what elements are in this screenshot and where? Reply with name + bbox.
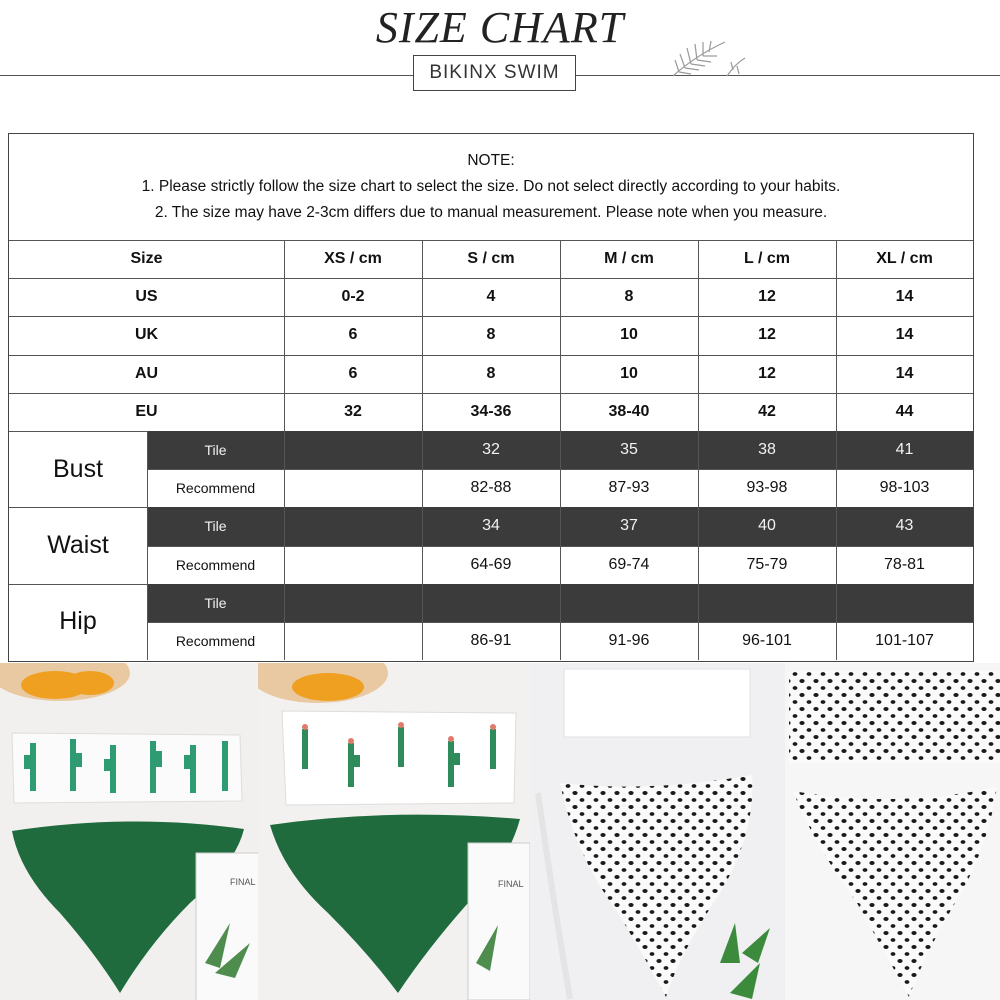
table-cell: 41 xyxy=(836,431,973,469)
column-header: L / cm xyxy=(744,250,790,268)
row-label: UK xyxy=(134,326,159,344)
table-cell xyxy=(698,584,836,622)
product-photos xyxy=(0,663,1000,1000)
table-cell: 8 xyxy=(486,364,496,382)
table-cell: 34-36 xyxy=(470,402,512,420)
table-cell: 91-96 xyxy=(608,632,650,650)
table-cell: 12 xyxy=(758,288,776,306)
table-cell: 43 xyxy=(836,507,973,545)
table-rule xyxy=(147,431,148,507)
table-rule xyxy=(422,507,423,583)
table-cell xyxy=(560,584,698,622)
recommend-label: Recommend xyxy=(175,556,256,573)
table-cell xyxy=(284,431,422,469)
measurement-label: Hip xyxy=(59,607,97,636)
table-rule xyxy=(560,431,561,507)
column-header: XS / cm xyxy=(324,250,382,268)
recommend-label: Recommend xyxy=(175,633,256,650)
table-rule xyxy=(560,507,561,583)
table-cell: 12 xyxy=(758,326,776,344)
table-cell: 42 xyxy=(758,402,776,420)
table-cell: 101-107 xyxy=(875,632,934,650)
table-cell: 87-93 xyxy=(608,479,650,497)
table-cell: 8 xyxy=(486,326,496,344)
photo-caption: FINAL xyxy=(498,879,524,889)
table-cell: 98-103 xyxy=(879,479,930,497)
row-label: EU xyxy=(135,402,158,420)
table-rule xyxy=(422,584,423,660)
table-cell: 10 xyxy=(620,326,638,344)
column-header: M / cm xyxy=(604,250,654,268)
table-cell: 4 xyxy=(486,288,496,306)
table-cell xyxy=(284,507,422,545)
table-rule xyxy=(560,240,561,431)
table-cell: 14 xyxy=(895,326,914,344)
table-cell: 34 xyxy=(422,507,560,545)
table-rule xyxy=(698,507,699,583)
header xyxy=(0,0,1000,110)
table-cell: 32 xyxy=(422,431,560,469)
column-header: XL / cm xyxy=(876,250,933,268)
tile-label: Tile xyxy=(147,584,284,622)
table-cell xyxy=(284,546,422,584)
table-cell: 35 xyxy=(560,431,698,469)
table-rule xyxy=(698,584,699,660)
table-rule xyxy=(147,584,148,660)
note-heading: NOTE: xyxy=(467,152,515,169)
table-cell xyxy=(284,469,422,507)
photo-caption: FINAL xyxy=(230,877,256,887)
table-cell: 37 xyxy=(560,507,698,545)
product-photo xyxy=(258,663,530,1000)
tile-label: Tile xyxy=(147,507,284,545)
table-cell: 0-2 xyxy=(341,288,365,306)
table-cell: 78-81 xyxy=(884,555,925,573)
table-cell xyxy=(284,622,422,660)
table-rule xyxy=(698,240,699,431)
table-cell: 14 xyxy=(895,364,914,382)
table-cell: 38-40 xyxy=(608,402,650,420)
tile-label: Tile xyxy=(147,431,284,469)
table-cell: 38 xyxy=(698,431,836,469)
table-cell: 40 xyxy=(698,507,836,545)
table-rule xyxy=(284,507,285,583)
table-cell: 14 xyxy=(895,288,914,306)
table-cell: 75-79 xyxy=(746,555,788,573)
table-rule xyxy=(284,431,285,507)
note-line-2: 2. The size may have 2-3cm differs due to manual measurement. Please note when you measure. xyxy=(154,204,828,221)
table-rule xyxy=(698,431,699,507)
table-rule xyxy=(284,240,285,431)
table-cell: 10 xyxy=(620,364,638,382)
measurement-label: Bust xyxy=(52,454,104,483)
table-cell: 44 xyxy=(895,402,914,420)
note-box xyxy=(9,134,973,240)
table-cell: 86-91 xyxy=(470,632,512,650)
table-rule xyxy=(147,507,148,583)
table-rule xyxy=(836,240,837,431)
table-rule xyxy=(836,584,837,660)
table-rule xyxy=(422,431,423,507)
column-header: S / cm xyxy=(467,250,515,268)
row-label: AU xyxy=(134,364,159,382)
table-rule xyxy=(836,507,837,583)
table-rule xyxy=(836,431,837,507)
table-cell: 32 xyxy=(344,402,362,420)
table-cell xyxy=(836,584,973,622)
header-rule-left xyxy=(0,75,413,76)
table-cell: 93-98 xyxy=(746,479,788,497)
table-rule xyxy=(560,584,561,660)
size-chart-table xyxy=(8,133,974,662)
table-rule xyxy=(422,240,423,431)
product-photo xyxy=(0,663,258,1000)
palm-leaf-icon xyxy=(665,38,755,78)
table-cell xyxy=(284,584,422,622)
header-rule-right xyxy=(576,75,1000,76)
table-rule xyxy=(284,584,285,660)
table-cell: 96-101 xyxy=(742,632,792,650)
product-photo xyxy=(785,663,1000,1000)
row-label: US xyxy=(135,288,158,306)
table-cell: 6 xyxy=(348,326,358,344)
table-cell: 6 xyxy=(348,364,358,382)
table-cell: 64-69 xyxy=(470,555,512,573)
brand-name: BIKINX SWIM xyxy=(413,55,576,91)
table-cell xyxy=(422,584,560,622)
recommend-label: Recommend xyxy=(175,480,256,497)
page-title: SIZE CHART xyxy=(375,3,625,52)
table-cell: 8 xyxy=(624,288,634,306)
table-cell: 82-88 xyxy=(470,479,512,497)
note-line-1: 1. Please strictly follow the size chart to select the size. Do not select directly according to your habits. xyxy=(141,178,841,195)
table-cell: 12 xyxy=(758,364,776,382)
size-header: Size xyxy=(130,250,163,268)
table-cell: 69-74 xyxy=(608,555,650,573)
measurement-label: Waist xyxy=(47,531,109,560)
product-photo xyxy=(530,663,785,1000)
